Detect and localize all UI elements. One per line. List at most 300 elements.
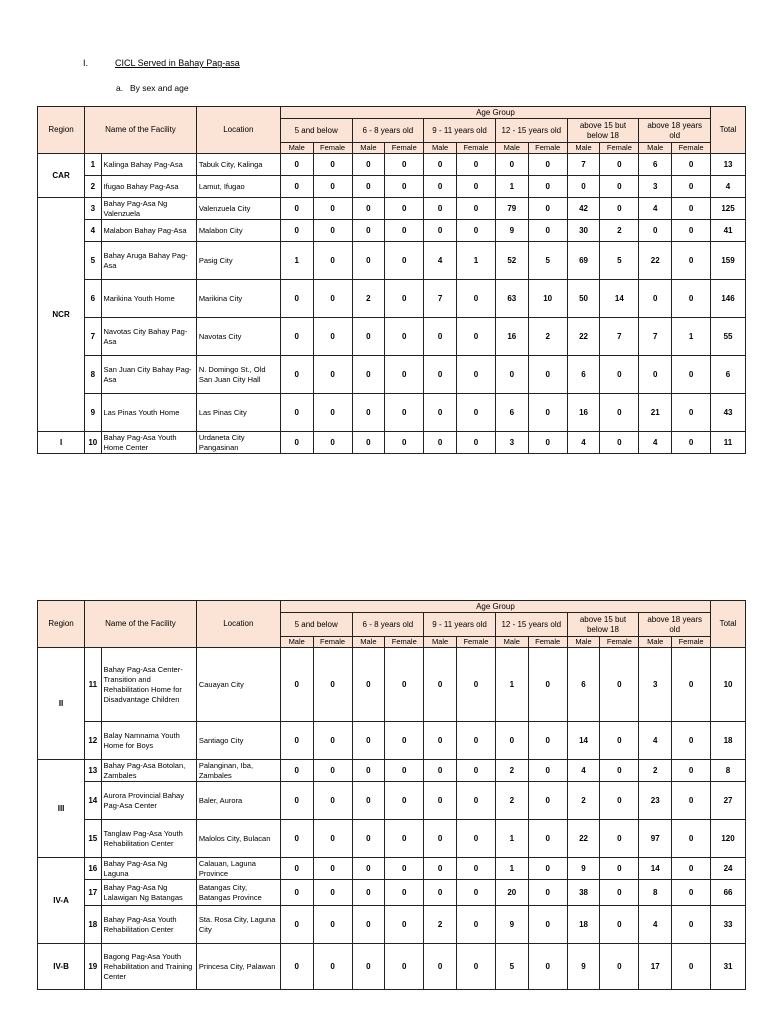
total-cell: 31	[711, 944, 746, 990]
value-cell: 0	[385, 220, 424, 242]
facility-name-cell: Malabon Bahay Pag-Asa	[101, 220, 196, 242]
value-cell: 0	[424, 176, 457, 198]
value-cell: 0	[385, 198, 424, 220]
location-cell: Pasig City	[196, 242, 280, 280]
value-cell: 4	[567, 432, 600, 454]
facility-name-cell: Bahay Pag-Asa Botolan, Zambales	[101, 760, 196, 782]
value-cell: 0	[672, 648, 711, 722]
row-number-cell: 6	[85, 280, 101, 318]
facility-name-cell: Navotas City Bahay Pag-Asa	[101, 318, 196, 356]
value-cell: 0	[457, 318, 496, 356]
value-cell: 97	[639, 820, 672, 858]
value-cell: 1	[495, 648, 528, 722]
value-cell: 0	[385, 394, 424, 432]
table-row	[38, 198, 746, 220]
value-cell: 0	[352, 154, 385, 176]
value-cell: 0	[528, 944, 567, 990]
header-female: Female	[672, 143, 711, 154]
value-cell: 0	[528, 880, 567, 906]
value-cell: 0	[672, 944, 711, 990]
total-cell: 125	[711, 198, 746, 220]
value-cell: 0	[385, 906, 424, 944]
header-age-group-6: above 18 years old	[639, 119, 711, 143]
value-cell: 0	[280, 394, 313, 432]
value-cell: 0	[352, 858, 385, 880]
total-cell: 66	[711, 880, 746, 906]
value-cell: 0	[457, 198, 496, 220]
location-cell: Las Pinas City	[196, 394, 280, 432]
total-cell: 146	[711, 280, 746, 318]
value-cell: 0	[600, 820, 639, 858]
facility-name-cell: Marikina Youth Home	[101, 280, 196, 318]
value-cell: 0	[280, 906, 313, 944]
value-cell: 0	[352, 944, 385, 990]
value-cell: 0	[528, 820, 567, 858]
value-cell: 38	[567, 880, 600, 906]
table-row	[38, 220, 746, 242]
value-cell: 0	[313, 782, 352, 820]
value-cell: 0	[672, 432, 711, 454]
header-location: Location	[196, 601, 280, 648]
header-female: Female	[600, 637, 639, 648]
header-male: Male	[424, 143, 457, 154]
value-cell: 0	[280, 782, 313, 820]
value-cell: 0	[424, 432, 457, 454]
value-cell: 14	[639, 858, 672, 880]
value-cell: 0	[672, 176, 711, 198]
subsection-heading	[116, 83, 189, 93]
value-cell: 0	[352, 176, 385, 198]
value-cell: 0	[313, 432, 352, 454]
total-cell: 41	[711, 220, 746, 242]
location-cell: Marikina City	[196, 280, 280, 318]
header-male: Male	[280, 637, 313, 648]
table-row	[38, 880, 746, 906]
total-cell: 27	[711, 782, 746, 820]
value-cell: 0	[352, 722, 385, 760]
value-cell: 0	[600, 880, 639, 906]
value-cell: 0	[495, 722, 528, 760]
value-cell: 0	[313, 394, 352, 432]
row-number-cell: 17	[85, 880, 101, 906]
value-cell: 0	[457, 880, 496, 906]
value-cell: 79	[495, 198, 528, 220]
value-cell: 4	[424, 242, 457, 280]
value-cell: 1	[495, 176, 528, 198]
value-cell: 0	[280, 318, 313, 356]
table-row	[38, 722, 746, 760]
value-cell: 7	[639, 318, 672, 356]
header-age-group: Age Group	[280, 601, 710, 613]
value-cell: 0	[672, 220, 711, 242]
value-cell: 6	[567, 356, 600, 394]
value-cell: 0	[424, 880, 457, 906]
row-number-cell: 8	[85, 356, 101, 394]
value-cell: 0	[528, 154, 567, 176]
value-cell: 9	[567, 858, 600, 880]
value-cell: 0	[280, 220, 313, 242]
region-cell: NCR	[38, 198, 85, 432]
value-cell: 0	[313, 318, 352, 356]
facility-name-cell: Bagong Pag-Asa Youth Rehabilitation and Training Center	[101, 944, 196, 990]
value-cell: 50	[567, 280, 600, 318]
value-cell: 1	[672, 318, 711, 356]
value-cell: 0	[313, 280, 352, 318]
facility-name-cell: Aurora Provincial Bahay Pag-Asa Center	[101, 782, 196, 820]
value-cell: 0	[639, 220, 672, 242]
value-cell: 0	[424, 722, 457, 760]
section-title: CICL Served in Bahay Pag-asa	[115, 58, 240, 68]
value-cell: 1	[280, 242, 313, 280]
total-cell: 6	[711, 356, 746, 394]
value-cell: 2	[495, 760, 528, 782]
value-cell: 9	[495, 220, 528, 242]
value-cell: 0	[672, 356, 711, 394]
value-cell: 0	[457, 154, 496, 176]
value-cell: 0	[672, 394, 711, 432]
total-cell: 4	[711, 176, 746, 198]
value-cell: 0	[424, 820, 457, 858]
subsection-letter: a.	[116, 83, 124, 93]
value-cell: 0	[600, 356, 639, 394]
value-cell: 5	[495, 944, 528, 990]
value-cell: 0	[280, 760, 313, 782]
value-cell: 2	[424, 906, 457, 944]
header-age-group-5: above 15 but below 18	[567, 119, 639, 143]
region-cell: IV-A	[38, 858, 85, 944]
table-row	[38, 858, 746, 880]
value-cell: 0	[352, 782, 385, 820]
row-number-cell: 18	[85, 906, 101, 944]
value-cell: 22	[567, 820, 600, 858]
value-cell: 0	[385, 760, 424, 782]
value-cell: 9	[567, 944, 600, 990]
table-row	[38, 280, 746, 318]
location-cell: Valenzuela City	[196, 198, 280, 220]
value-cell: 0	[567, 176, 600, 198]
table-row	[38, 820, 746, 858]
row-number-cell: 5	[85, 242, 101, 280]
facility-name-cell: Balay Namnama Youth Home for Boys	[101, 722, 196, 760]
facility-name-cell: Tanglaw Pag-Asa Youth Rehabilitation Center	[101, 820, 196, 858]
value-cell: 0	[457, 722, 496, 760]
value-cell: 5	[600, 242, 639, 280]
value-cell: 0	[280, 820, 313, 858]
value-cell: 4	[639, 432, 672, 454]
value-cell: 0	[385, 820, 424, 858]
section-number: I.	[83, 58, 89, 68]
row-number-cell: 1	[85, 154, 101, 176]
value-cell: 1	[495, 820, 528, 858]
table-row	[38, 432, 746, 454]
value-cell: 0	[352, 394, 385, 432]
section-heading	[83, 58, 240, 68]
value-cell: 0	[385, 432, 424, 454]
header-female: Female	[385, 143, 424, 154]
table-row	[38, 648, 746, 722]
header-age-group-4: 12 - 15 years old	[495, 119, 567, 143]
value-cell: 3	[639, 176, 672, 198]
region-cell: CAR	[38, 154, 85, 198]
value-cell: 0	[457, 432, 496, 454]
total-cell: 43	[711, 394, 746, 432]
value-cell: 0	[672, 154, 711, 176]
value-cell: 0	[600, 154, 639, 176]
table-row	[38, 782, 746, 820]
row-number-cell: 14	[85, 782, 101, 820]
value-cell: 0	[280, 356, 313, 394]
row-number-cell: 7	[85, 318, 101, 356]
location-cell: Calauan, Laguna Province	[196, 858, 280, 880]
header-female: Female	[313, 637, 352, 648]
location-cell: Santiago City	[196, 722, 280, 760]
table-row	[38, 318, 746, 356]
facility-name-cell: Bahay Pag-Asa Center-Transition and Rehabilitation Home for Disadvantage Children	[101, 648, 196, 722]
header-age-group-2: 6 - 8 years old	[352, 119, 424, 143]
value-cell: 0	[313, 154, 352, 176]
location-cell: Princesa City, Palawan	[196, 944, 280, 990]
value-cell: 4	[639, 198, 672, 220]
location-cell: Tabuk City, Kalinga	[196, 154, 280, 176]
value-cell: 0	[280, 198, 313, 220]
value-cell: 3	[639, 648, 672, 722]
location-cell: Malabon City	[196, 220, 280, 242]
value-cell: 0	[528, 760, 567, 782]
facility-name-cell: Kalinga Bahay Pag-Asa	[101, 154, 196, 176]
total-cell: 18	[711, 722, 746, 760]
value-cell: 0	[672, 858, 711, 880]
value-cell: 7	[424, 280, 457, 318]
value-cell: 7	[600, 318, 639, 356]
total-cell: 120	[711, 820, 746, 858]
value-cell: 0	[280, 858, 313, 880]
location-cell: Baler, Aurora	[196, 782, 280, 820]
header-female: Female	[600, 143, 639, 154]
value-cell: 2	[639, 760, 672, 782]
total-cell: 55	[711, 318, 746, 356]
region-cell: I	[38, 432, 85, 454]
value-cell: 16	[495, 318, 528, 356]
header-age-group-1: 5 and below	[280, 613, 352, 637]
value-cell: 0	[639, 280, 672, 318]
value-cell: 0	[528, 858, 567, 880]
value-cell: 30	[567, 220, 600, 242]
value-cell: 0	[313, 880, 352, 906]
value-cell: 0	[457, 782, 496, 820]
value-cell: 0	[352, 648, 385, 722]
value-cell: 0	[280, 648, 313, 722]
header-region: Region	[38, 107, 85, 154]
value-cell: 0	[600, 782, 639, 820]
value-cell: 6	[495, 394, 528, 432]
header-row	[38, 601, 746, 613]
row-number-cell: 4	[85, 220, 101, 242]
header-age-group-5: above 15 but below 18	[567, 613, 639, 637]
value-cell: 0	[385, 648, 424, 722]
row-number-cell: 19	[85, 944, 101, 990]
header-male: Male	[280, 143, 313, 154]
value-cell: 69	[567, 242, 600, 280]
facility-name-cell: Bahay Pag-Asa Ng Lalawigan Ng Batangas	[101, 880, 196, 906]
header-female: Female	[457, 637, 496, 648]
location-cell: N. Domingo St., Old San Juan City Hall	[196, 356, 280, 394]
location-cell: Palanginan, Iba, Zambales	[196, 760, 280, 782]
location-cell: Malolos City, Bulacan	[196, 820, 280, 858]
header-male: Male	[352, 637, 385, 648]
facility-name-cell: Bahay Pag-Asa Youth Home Center	[101, 432, 196, 454]
facility-name-cell: Bahay Pag-Asa Ng Valenzuela	[101, 198, 196, 220]
value-cell: 0	[600, 858, 639, 880]
value-cell: 0	[600, 176, 639, 198]
value-cell: 0	[672, 280, 711, 318]
value-cell: 0	[352, 242, 385, 280]
value-cell: 1	[457, 242, 496, 280]
header-male: Male	[495, 637, 528, 648]
total-cell: 11	[711, 432, 746, 454]
region-cell: IV-B	[38, 944, 85, 990]
facility-name-cell: Bahay Aruga Bahay Pag-Asa	[101, 242, 196, 280]
header-female: Female	[457, 143, 496, 154]
value-cell: 0	[600, 722, 639, 760]
table-row	[38, 154, 746, 176]
header-male: Male	[567, 143, 600, 154]
value-cell: 0	[528, 782, 567, 820]
value-cell: 7	[567, 154, 600, 176]
value-cell: 0	[672, 242, 711, 280]
value-cell: 16	[567, 394, 600, 432]
total-cell: 8	[711, 760, 746, 782]
value-cell: 0	[385, 722, 424, 760]
location-cell: Lamut, Ifugao	[196, 176, 280, 198]
value-cell: 0	[457, 760, 496, 782]
value-cell: 0	[313, 356, 352, 394]
value-cell: 0	[280, 280, 313, 318]
value-cell: 0	[457, 648, 496, 722]
value-cell: 0	[600, 760, 639, 782]
value-cell: 0	[352, 432, 385, 454]
header-female: Female	[385, 637, 424, 648]
value-cell: 0	[600, 648, 639, 722]
header-female: Female	[528, 143, 567, 154]
value-cell: 20	[495, 880, 528, 906]
value-cell: 0	[424, 648, 457, 722]
value-cell: 0	[280, 880, 313, 906]
location-cell: Urdaneta City Pangasinan	[196, 432, 280, 454]
value-cell: 0	[457, 820, 496, 858]
value-cell: 14	[600, 280, 639, 318]
value-cell: 22	[567, 318, 600, 356]
value-cell: 1	[495, 858, 528, 880]
header-total: Total	[711, 601, 746, 648]
header-age-group-1: 5 and below	[280, 119, 352, 143]
region-cell: III	[38, 760, 85, 858]
value-cell: 0	[313, 944, 352, 990]
value-cell: 0	[424, 220, 457, 242]
location-cell: Batangas City, Batangas Province	[196, 880, 280, 906]
facility-name-cell: Bahay Pag-Asa Youth Rehabilitation Center	[101, 906, 196, 944]
header-facility: Name of the Facility	[85, 107, 197, 154]
value-cell: 0	[280, 176, 313, 198]
value-cell: 0	[672, 760, 711, 782]
value-cell: 42	[567, 198, 600, 220]
header-total: Total	[711, 107, 746, 154]
value-cell: 0	[495, 356, 528, 394]
value-cell: 0	[385, 154, 424, 176]
value-cell: 0	[424, 198, 457, 220]
value-cell: 9	[495, 906, 528, 944]
location-cell: Cauayan City	[196, 648, 280, 722]
value-cell: 0	[528, 432, 567, 454]
total-cell: 24	[711, 858, 746, 880]
value-cell: 0	[352, 318, 385, 356]
table-row	[38, 356, 746, 394]
value-cell: 0	[672, 782, 711, 820]
row-number-cell: 11	[85, 648, 101, 722]
row-number-cell: 13	[85, 760, 101, 782]
total-cell: 33	[711, 906, 746, 944]
value-cell: 0	[528, 198, 567, 220]
value-cell: 0	[313, 648, 352, 722]
value-cell: 0	[457, 176, 496, 198]
facility-name-cell: Las Pinas Youth Home	[101, 394, 196, 432]
header-female: Female	[528, 637, 567, 648]
value-cell: 52	[495, 242, 528, 280]
value-cell: 0	[352, 760, 385, 782]
value-cell: 0	[600, 394, 639, 432]
value-cell: 2	[567, 782, 600, 820]
value-cell: 0	[385, 280, 424, 318]
location-cell: Sta. Rosa City, Laguna City	[196, 906, 280, 944]
table-row	[38, 176, 746, 198]
value-cell: 0	[424, 944, 457, 990]
value-cell: 0	[313, 722, 352, 760]
value-cell: 0	[424, 154, 457, 176]
value-cell: 0	[352, 220, 385, 242]
table-row	[38, 760, 746, 782]
value-cell: 0	[528, 356, 567, 394]
value-cell: 0	[385, 176, 424, 198]
value-cell: 0	[424, 394, 457, 432]
facility-name-cell: San Juan City Bahay Pag-Asa	[101, 356, 196, 394]
value-cell: 0	[457, 394, 496, 432]
value-cell: 0	[352, 880, 385, 906]
header-male: Male	[424, 637, 457, 648]
header-male: Male	[567, 637, 600, 648]
value-cell: 0	[352, 198, 385, 220]
total-cell: 10	[711, 648, 746, 722]
value-cell: 0	[385, 242, 424, 280]
value-cell: 21	[639, 394, 672, 432]
header-facility: Name of the Facility	[85, 601, 197, 648]
value-cell: 0	[424, 318, 457, 356]
location-cell: Navotas City	[196, 318, 280, 356]
value-cell: 63	[495, 280, 528, 318]
value-cell: 0	[600, 906, 639, 944]
row-number-cell: 2	[85, 176, 101, 198]
total-cell: 13	[711, 154, 746, 176]
value-cell: 0	[280, 154, 313, 176]
value-cell: 3	[495, 432, 528, 454]
value-cell: 0	[600, 198, 639, 220]
value-cell: 0	[528, 648, 567, 722]
value-cell: 0	[424, 356, 457, 394]
value-cell: 4	[639, 906, 672, 944]
value-cell: 6	[639, 154, 672, 176]
value-cell: 0	[313, 198, 352, 220]
value-cell: 0	[528, 220, 567, 242]
value-cell: 0	[600, 432, 639, 454]
header-female: Female	[672, 637, 711, 648]
